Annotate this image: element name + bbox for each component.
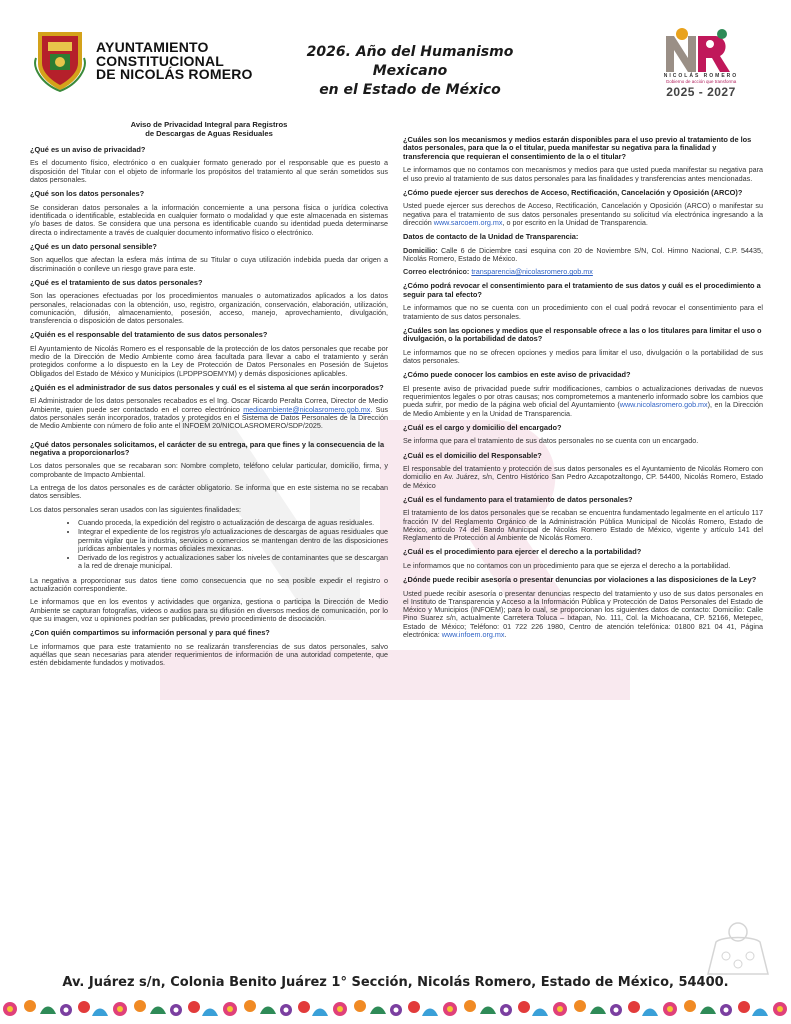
- section-heading: ¿Qué son los datos personales?: [30, 189, 145, 199]
- section-heading: ¿Dónde puede recibir asesoría o presentar denuncias por violaciones a las disposiciones de la Ley?: [403, 575, 757, 585]
- text-span: .: [504, 630, 507, 639]
- section-text: Los datos personales que se recabaran son: Nombre completo, teléfono celular particular, domicilio, firma, y comprobante de Impacto Ambiental.: [30, 461, 388, 479]
- folk-figure-icon: [702, 918, 774, 980]
- logo-name: NICOLÁS ROMERO: [663, 73, 739, 79]
- website-link[interactable]: www.nicolasromero.gob.mx: [619, 400, 708, 410]
- section-heading: ¿Cuáles son los mecanismos y medios estarán disponibles para el uso previo al tratamiento de los datos personales, para que la o el titular, pueda manifestar su negativa para la finalidad y transferencia que requieran el consentimiento de la o el titular?: [403, 135, 752, 161]
- logo-years: 2025 - 2027: [666, 85, 736, 99]
- ayuntamiento-line-2: CONSTITUCIONAL: [96, 52, 225, 69]
- address-label: Domicilio:: [403, 245, 438, 255]
- section-text: Son aquellos que afectan la esfera más íntima de su Titular o cuya utilización indebida pueda dar origen a discriminación o conlleve un riesgo grave para este.: [30, 255, 388, 273]
- section-text: Le informamos que en los eventos y actividades que organiza, gestiona o participa la Dirección de Medio Ambiente se capturan fotografías, videos o audios para su difusión en diversos medios de comunicación, por lo que su imagen, voz u opiniones podrían ser publicadas, previo procedimiento de disociación.: [30, 597, 388, 623]
- contact-email: [403, 268, 763, 276]
- section-heading: ¿Cómo puede ejercer sus derechos de Acceso, Rectificación, Cancelación y Oposición (ARCO)?: [403, 187, 743, 197]
- section-text: Le informamos que no se cuenta con un procedimiento con el cual podrá revocar el consentimiento para el tratamiento de sus datos personales.: [403, 303, 763, 321]
- text-span: , o por escrito en la Unidad de Transparencia.: [502, 217, 648, 227]
- email-link[interactable]: medioambiente@nicolasromero.gob.mx: [243, 404, 371, 414]
- text-span: Usted puede ejercer sus derechos de Acceso, Rectificación, Cancelación y Oposición (ARCO) o manifestar su negativa para el tratamiento de sus datos personales presentando su solicitud vía electrónica ingresando a la dirección: [403, 201, 763, 227]
- sarcoem-link[interactable]: www.sarcoem.org.mx: [433, 217, 503, 227]
- section-heading: ¿Cuál es el procedimiento para ejercer el derecho a la portabilidad?: [403, 547, 642, 557]
- contact-address: [403, 247, 763, 264]
- section-heading: ¿Cuáles son las opciones y medios que el responsable ofrece a las o los titulares para limitar el uso o divulgación, o la portabilidad de datos?: [403, 325, 762, 344]
- section-heading: ¿Qué es el tratamiento de sus datos personales?: [30, 277, 203, 287]
- section-heading: ¿Cuál es el cargo y domicilio del encargado?: [403, 422, 562, 432]
- section-text: [30, 397, 388, 430]
- logo-caption: [640, 73, 762, 99]
- text-span: El Administrador de los datos personales recabados es el Ing. Oscar Ricardo Peralta Correa, Director de Medio Ambiente, quien puede ser contactado en el correo electrónico: [30, 396, 388, 414]
- title-line-2: de Descargas de Aguas Residuales: [145, 129, 273, 138]
- municipal-crest-icon: [34, 28, 86, 92]
- section-text: [403, 590, 763, 640]
- floral-border-icon: [0, 994, 791, 1024]
- section-text: Se consideran datos personales a la información concerniente a una persona física o jurídica colectiva identificada o identificable, establecida en cualquier formato o modalidad y que este almacenada en sistemas y/o bases de datos. Se considera que una persona es identificable cuando su identidad pueda determinarse directa o indirectamente a través de cualquier documento informativo físico o electrónico.: [30, 202, 388, 237]
- section-text: Le informamos que no contamos con un procedimiento para que se ejerza el derecho a la portabilidad.: [403, 560, 731, 570]
- text-span: El presente aviso de privacidad puede sufrir modificaciones, cambios o actualizaciones derivadas de nuevos requerimientos legales o por otras causas; nos comprometemos a mantenerlo informado sobre los cambios que pueda sufrir, por medio de la página web oficial del Ayuntamiento (: [403, 383, 763, 410]
- section-text: Le informamos que para este tratamiento no se realizarán transferencias de sus datos personales, salvo aquéllas que sean necesarias para atender requerimientos de información de una autoridad competente, que estén debidamente fundados y motivados.: [30, 641, 388, 668]
- section-text: El Ayuntamiento de Nicolás Romero es el responsable de la protección de los datos personales que recabe por medio de la Dirección de Medio Ambiente como área facultada para llevar a cabo el tratamiento y serán protegidos conforme a lo dispuesto en la Ley de Protección de Datos Personales en Posesión de Sujetos Obligados del Estado de México y Municipios (LPDPPSOEMYM) y demás disposiciones aplicables.: [30, 343, 388, 378]
- section-text: Le informamos que no se ofrecen opciones y medios para limitar el uso, divulgación o la portabilidad de sus datos personales.: [403, 347, 763, 365]
- section-heading: ¿Cómo puede conocer los cambios en este aviso de privacidad?: [403, 370, 631, 380]
- text-span: Usted puede recibir asesoría o presentar denuncias respecto del tratamiento y uso de sus datos personales en el Instituto de Transparencia y Acceso a la Información Pública y Protección de Datos Personales del Estado de México y Municipios (INFOEM); para lo cual, se proporcionan los siguientes datos de contacto: Domicilio: Calle Pino Suarez s/n, actualmente Carretera Toluca – Ixtapan, No. 111, Col. la Michoacana, CP. 52166, Metepec, Estado de México; Teléfono: 01 722 226 1980, Centro de atención telefónica: 01800 821 04 41, Página electrónica:: [403, 588, 763, 639]
- right-column: [403, 136, 763, 644]
- motto-line-2: en el Estado de México: [319, 82, 501, 98]
- section-heading: Datos de contacto de la Unidad de Transparencia:: [403, 232, 579, 242]
- list-item: • Cuando proceda, la expedición del registro o actualización de descarga de aguas residuales.: [78, 519, 388, 527]
- section-text: El tratamiento de los datos personales que se recaban se encuentra fundamentado legalmente en el artículo 117 fracción IV del Reglamento Orgánico de la Administración Pública Municipal de Nicolás Romero, Estado de México, artículo 74 del Bando Municipal de Nicolás Romero Estado de México, vigente y artículo 141 del Reglamento de Protección al Ambiente de Nicolás Romero.: [403, 508, 763, 543]
- section-heading: ¿Qué datos personales solicitamos, el carácter de su entrega, para que fines y la consecuencia de la negativa a proporcionarlos?: [30, 439, 385, 458]
- text-span: . Sus datos personales serán incorporados, tratados y protegidos en el Sistema de Datos Personales de la Dirección de Medio Ambiente con número de folio ante el INFOEM 20/NICOLASROMERO/SDP/2025.: [30, 404, 388, 431]
- section-text: El responsable del tratamiento y protección de sus datos personales es el Ayuntamiento de Nicolás Romero con domicilio en Av. Juárez, s/n, Centro Histórico San Pedro Azcapotzaltongo, CP. 54400, Nicolás Romero, Estado de México: [403, 463, 763, 490]
- left-column: [30, 118, 388, 673]
- document-title: [30, 120, 388, 138]
- section-text: Es el documento físico, electrónico o en cualquier formato generado por el responsable que es puesto a disposición del Titular con el objeto de informarle los propósitos del tratamiento al que serán sometidos sus datos personales.: [30, 158, 388, 184]
- section-heading: ¿Con quién compartimos su información personal y para qué fines?: [30, 628, 270, 638]
- ayuntamiento-name: [96, 41, 253, 82]
- address-text: Calle 6 de Diciembre casi esquina con 20 de Noviembre S/N, Col. Himno Nacional, C.P. 54435, Nicolás Romero, Estado de México.: [403, 245, 763, 263]
- email-label: Correo electrónico:: [403, 267, 470, 277]
- ayuntamiento-line-1: AYUNTAMIENTO: [96, 39, 209, 55]
- section-heading: ¿Cómo podrá revocar el consentimiento para el tratamiento de sus datos y cuál es el procedimiento a seguir para tal efecto?: [403, 281, 761, 299]
- letterhead: [0, 0, 791, 110]
- purposes-list: [30, 519, 388, 571]
- section-text: Le informamos que no contamos con mecanismos y medios para que usted pueda manifestar su negativa para el uso previo al tratamiento de sus datos personales para las finalidades y transferencias antes mencionadas.: [403, 165, 763, 183]
- section-text: Se informa que para el tratamiento de sus datos personales no se cuenta con un encargado.: [403, 436, 699, 446]
- year-motto: [290, 43, 530, 100]
- section-text: [403, 385, 763, 418]
- section-text: La negativa a proporcionar sus datos tiene como consecuencia que no sea posible expedir el registro o actualización correspondiente.: [30, 575, 388, 594]
- section-heading: ¿Cuál es el fundamento para el tratamiento de datos personales?: [403, 494, 633, 504]
- list-item: • Integrar el expediente de los registros y/o actualizaciones de descargas de aguas residuales que permita vigilar que la industria, servicios o comercios se mantengan dentro de las disposiciones jurídicas ambientales y normas oficiales mexicanas.: [78, 528, 388, 553]
- section-heading: ¿Quién es el responsable del tratamiento de sus datos personales?: [30, 330, 268, 340]
- footer-address: Av. Juárez s/n, Colonia Benito Juárez 1° Sección, Nicolás Romero, Estado de México, 54400.: [62, 975, 729, 990]
- section-heading: ¿Qué es un aviso de privacidad?: [30, 145, 146, 154]
- logo-tagline: Gobierno de acción que transforma: [665, 79, 737, 84]
- section-text: Los datos personales seran usados con las siguientes finalidades:: [30, 504, 241, 514]
- infoem-link[interactable]: www.infoem.org.mx: [441, 630, 505, 639]
- motto-line-1: 2026. Año del Humanismo Mexicano: [306, 44, 514, 79]
- transparency-email-link[interactable]: transparencia@nicolasromero.gob.mx: [471, 267, 593, 277]
- text-span: ), en la Dirección de Medio Ambiente y en la Unidad de Transparencia.: [403, 400, 763, 418]
- title-line-1: Aviso de Privacidad Integral para Registros: [130, 120, 288, 129]
- section-heading: ¿Qué es un dato personal sensible?: [30, 241, 157, 251]
- section-text: [403, 202, 763, 227]
- list-item: • Derivado de los registros y actualizaciones saber los niveles de contaminantes que se descargan a la red de drenaje municipal.: [78, 554, 388, 571]
- section-text: Son las operaciones efectuadas por los procedimientos manuales o automatizados aplicados a los datos personales, relacionadas con la obtención, uso, registro, organización, conservación, elaboración, utilización, comunicación, difusión, almacenamiento, posesión, acceso, manejo, aprovechamiento, divulgación, transferencia o disposición de datos personales.: [30, 291, 388, 326]
- section-heading: ¿Cuál es el domicilio del Responsable?: [403, 450, 542, 460]
- section-heading: ¿Quién es el administrador de sus datos personales y cuál es el sistema al que serán incorporados?: [30, 383, 384, 393]
- section-text: La entrega de los datos personales es de carácter obligatorio. Se informa que en este sistema no se recaban datos sensibles.: [30, 483, 388, 501]
- ayuntamiento-line-3: DE NICOLÁS ROMERO: [96, 66, 253, 82]
